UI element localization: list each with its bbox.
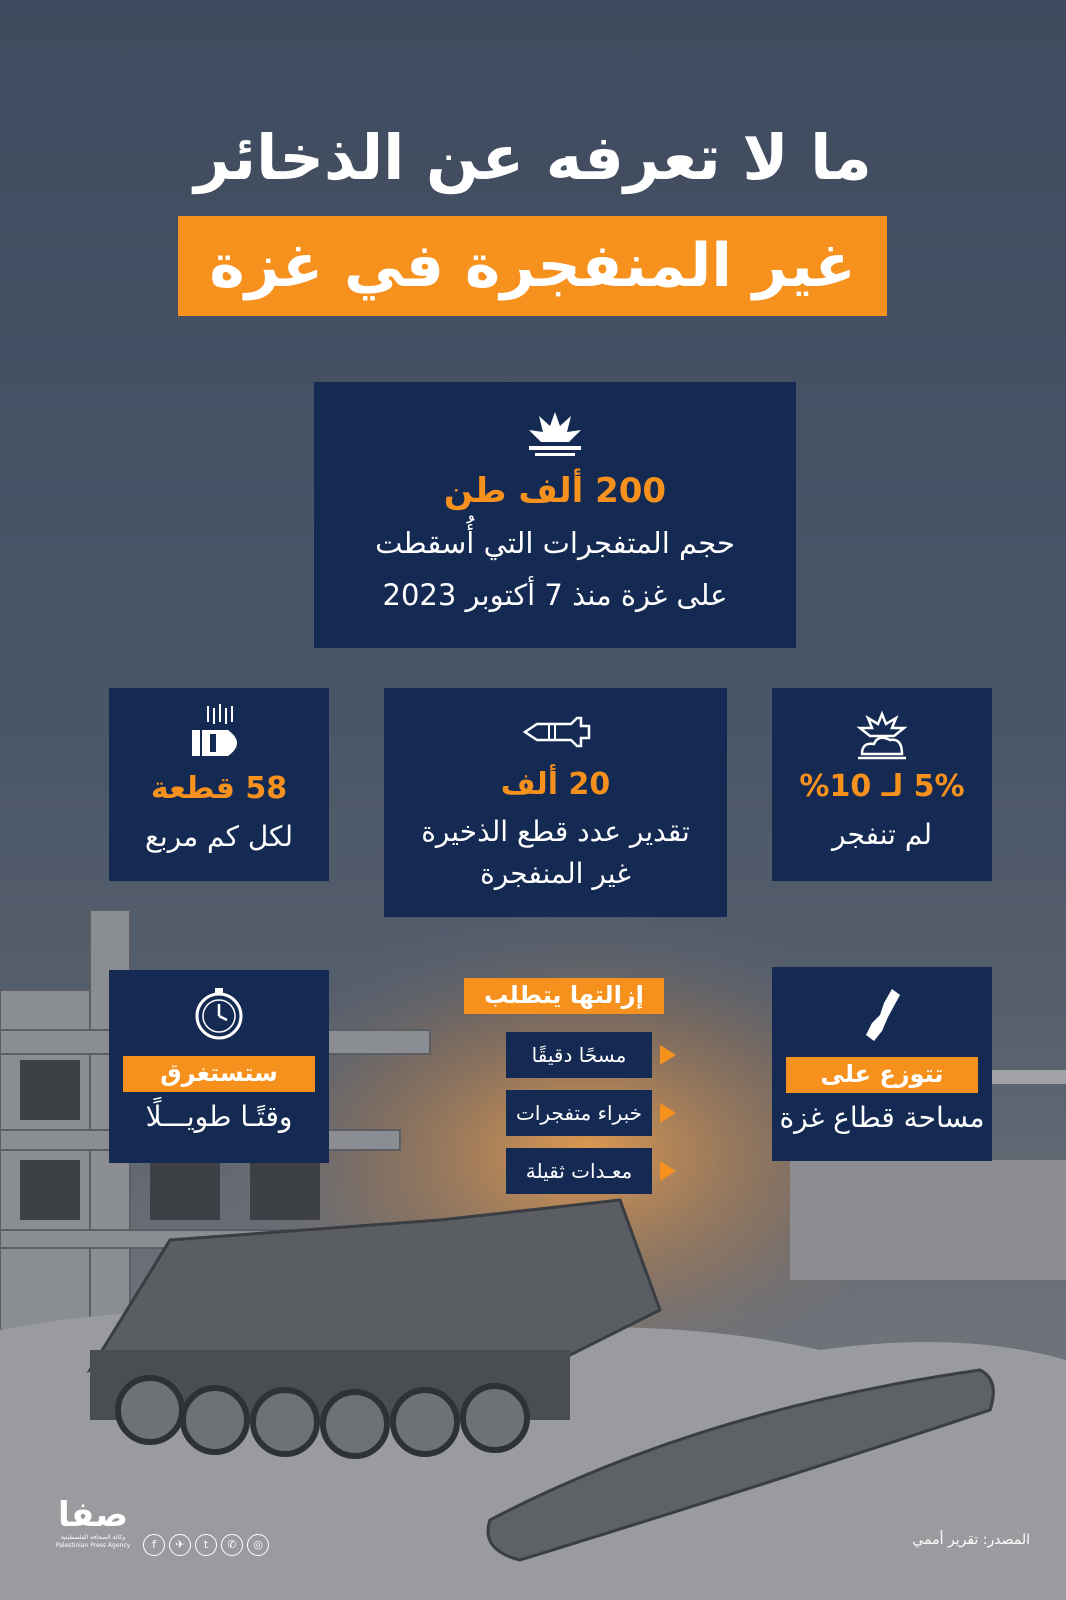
- stat-box-center: [384, 688, 727, 917]
- spread-text: مساحة قطاع غزة: [779, 1101, 985, 1134]
- agency-name-en: Palestinian Press Agency: [55, 1542, 131, 1549]
- removal-item: [486, 1090, 676, 1136]
- time-label: ستستغرق: [123, 1056, 315, 1092]
- right-line-1: لم تنفجر: [832, 818, 932, 851]
- spread-box: [772, 967, 992, 1161]
- removal-item: [486, 1032, 676, 1078]
- center-line-2: غير المنفجرة: [480, 857, 631, 890]
- stat-box-right: [772, 688, 992, 881]
- whatsapp-icon[interactable]: ✆: [221, 1534, 243, 1556]
- agency-logo: [48, 1496, 138, 1550]
- right-stat: 5% لـ 10%: [799, 769, 965, 804]
- bullet-arrow-icon: [660, 1103, 676, 1123]
- bullet-arrow-icon: [660, 1161, 676, 1181]
- removal-header: إزالتها يتطلب: [464, 978, 664, 1014]
- main-stat-box: [314, 382, 796, 648]
- removal-item: [486, 1148, 676, 1194]
- left-stat: 58 قطعة: [150, 771, 288, 806]
- left-line-1: لكل كم مربع: [144, 820, 294, 853]
- removal-list: [486, 1032, 676, 1194]
- stopwatch-icon: [191, 986, 247, 1042]
- spread-label: تتوزع على: [786, 1057, 978, 1093]
- facebook-icon[interactable]: f: [143, 1534, 165, 1556]
- main-stat: 200 ألف طن: [443, 471, 667, 511]
- stat-box-left: [109, 688, 329, 881]
- instagram-icon[interactable]: ◎: [247, 1534, 269, 1556]
- gaza-map-icon: [862, 987, 902, 1043]
- explosion-icon: [525, 410, 585, 458]
- telegram-icon[interactable]: ✈: [169, 1534, 191, 1556]
- title-line-1: ما لا تعرفه عن الذخائر: [194, 121, 872, 194]
- missile-icon: [519, 712, 593, 752]
- main-line-2: على غزة منذ 7 أكتوبر 2023: [382, 578, 728, 612]
- main-line-1: حجم المتفجرات التي أُسقطت: [375, 526, 735, 560]
- removal-item-label: خبراء متفجرات: [506, 1090, 652, 1136]
- center-line-1: تقدير عدد قطع الذخيرة: [421, 815, 690, 848]
- title-line-2: غير المنفجرة في غزة: [209, 231, 856, 301]
- social-icons: [143, 1534, 269, 1556]
- falling-bomb-icon: [188, 704, 250, 760]
- time-box: [109, 970, 329, 1163]
- source-note: المصدر: تقرير أممي: [912, 1532, 1030, 1548]
- time-text: وقتًـا طويـــلًا: [145, 1100, 293, 1133]
- bullet-arrow-icon: [660, 1045, 676, 1065]
- twitter-icon[interactable]: t: [195, 1534, 217, 1556]
- logo-text: صفا: [57, 1495, 129, 1535]
- explosion-cloud-icon: [854, 710, 910, 762]
- agency-name-ar: وكالة الصحافة الفلسطينية: [60, 1534, 126, 1541]
- removal-item-label: مسحًا دقيقًا: [506, 1032, 652, 1078]
- removal-item-label: معـدات ثقيلة: [506, 1148, 652, 1194]
- center-stat: 20 ألف: [500, 767, 611, 802]
